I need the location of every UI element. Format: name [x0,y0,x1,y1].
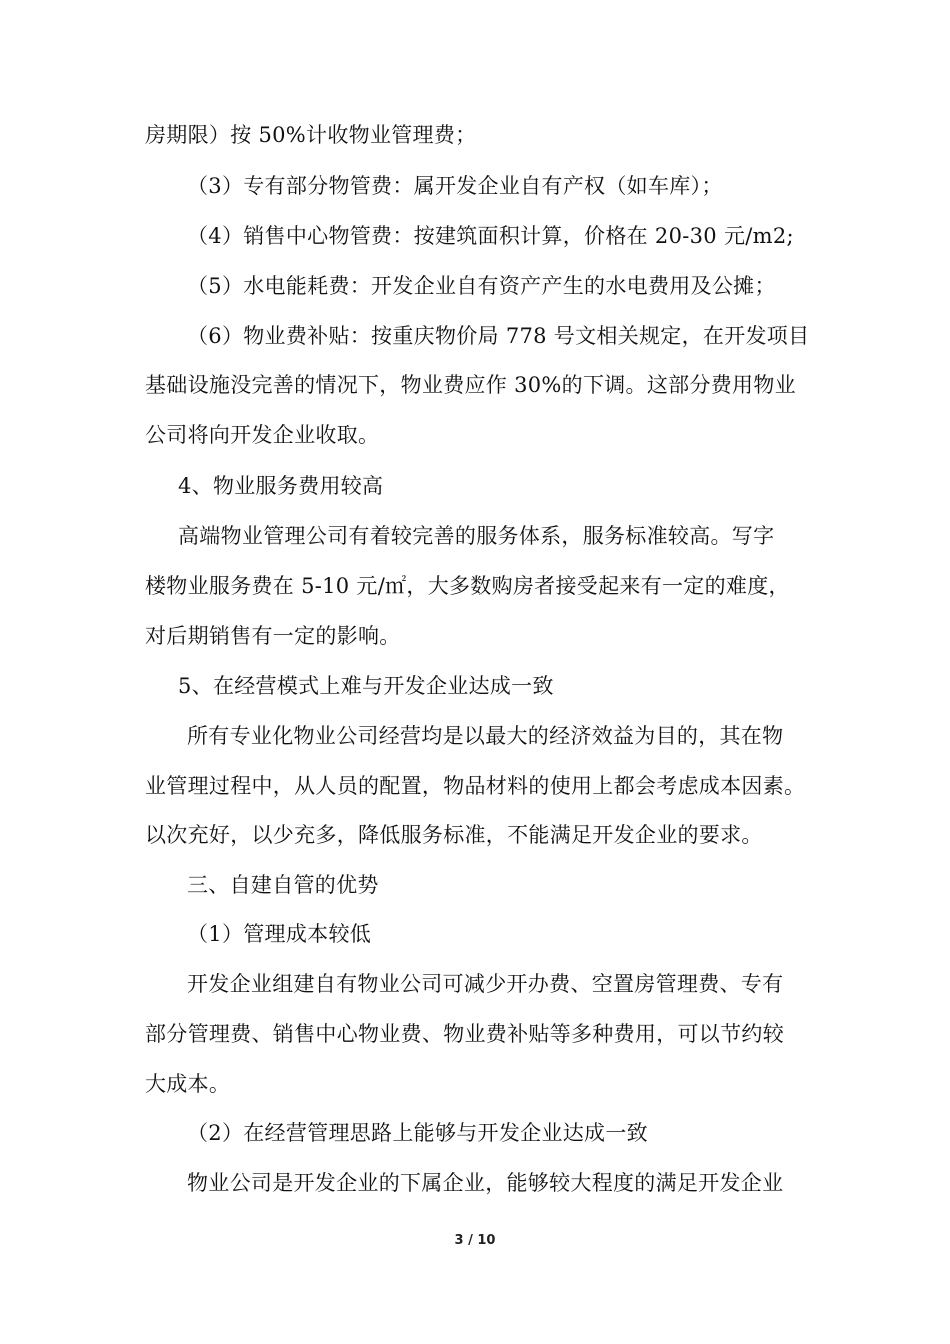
text-line: 楼物业服务费在 5-10 元/㎡，大多数购房者接受起来有一定的难度， [145,574,790,598]
section-heading: 5、在经营模式上难与开发企业达成一致 [178,674,554,698]
text-line: 对后期销售有一定的影响。 [145,624,401,648]
text-line: 物业公司是开发企业的下属企业，能够较大程度的满足开发企业 [187,1171,784,1195]
text-line: 大成本。 [145,1072,231,1096]
text-line: 开发企业组建自有物业公司可减少开办费、空置房管理费、专有 [187,972,784,996]
text-line: 业管理过程中，从人员的配置，物品材料的使用上都会考虑成本因素。 [145,774,806,798]
text-line: （6）物业费补贴：按重庆物价局 778 号文相关规定，在开发项目 [187,324,810,348]
page-number: 3 / 10 [454,1233,496,1248]
text-line: 房期限）按 50%计收物业管理费； [145,123,477,147]
section-heading: 三、自建自管的优势 [187,873,379,897]
section-heading: （1）管理成本较低 [187,922,372,946]
text-line: 以次充好，以少充多，降低服务标准，不能满足开发企业的要求。 [145,823,763,847]
text-line: 公司将向开发企业收取。 [145,423,380,447]
text-line: 基础设施没完善的情况下，物业费应作 30%的下调。这部分费用物业 [145,373,796,397]
text-line: （4）销售中心物管费：按建筑面积计算，价格在 20-30 元/m2; [187,224,794,248]
section-heading: （2）在经营管理思路上能够与开发企业达成一致 [187,1121,648,1145]
text-line: （3）专有部分物管费：属开发企业自有产权（如车库）； [187,174,723,198]
text-line: 高端物业管理公司有着较完善的服务体系，服务标准较高。写字 [178,524,775,548]
text-line: 所有专业化物业公司经营均是以最大的经济效益为目的，其在物 [187,724,784,748]
text-line: （5）水电能耗费：开发企业自有资产产生的水电费用及公摊； [187,274,776,298]
text-line: 部分管理费、销售中心物业费、物业费补贴等多种费用，可以节约较 [145,1022,784,1046]
section-heading: 4、物业服务费用较高 [178,474,384,498]
